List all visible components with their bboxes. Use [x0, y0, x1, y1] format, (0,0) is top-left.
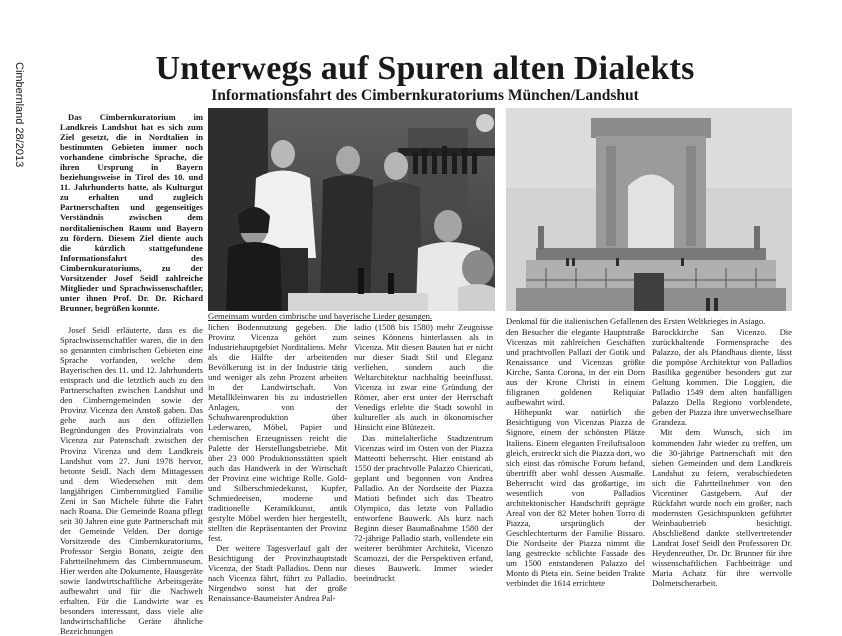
issue-label — [11, 62, 27, 192]
body-paragraph: den Besucher die elegante Hauptstraße Vicenzas mit zahlreichen Geschäften und prachtvollen Pallazi der Gotik und Renaissance und Vicenzas größte Kirche, Santa Corona, in der ein Dorn aus der Krone Christi in einem filigranen goldenen Reliquiar aufbewahrt wird. — [506, 327, 645, 408]
column-1 — [60, 112, 203, 636]
photo-asiago-memorial-image — [506, 108, 792, 311]
column-2 — [208, 322, 347, 603]
body-paragraph: Das mittelalterliche Stadtzentrum Vicenzas wird im Osten von der Piazza Matteotti beherrscht. Hier entstand ab 1550 der prachtvolle Palazzo Chiericati, geplant und begonnen von Andrea Palladio. An der Nordseite der Piazza Matioti befindet sich das Theatro Olympico, das letzte von Palladio entworfene Bauwerk. Als kurz nach Beginn dieser Baumaßnahme 1580 der 72-jährige Palladio starb, vollendete ein weiterer berühmter Architekt, Vicenzo Scamozzi, der die Perspektiven erfand, dieses Bauwerk. Immer wieder beeindruckt — [354, 432, 493, 584]
photo-asiago-memorial-caption: Denkmal für die italienischen Gefallenen des Ersten Weltkrieges in Asiago. — [506, 316, 766, 326]
body-paragraph: Mit dem Wunsch, sich im kommenden Jahr wieder zu treffen, um die 30-jährige Partnerschaft mit den sieben Gemeinden und dem Landkreis Landshut zu feiern, verabschiedeten sich die Fahrtteilnehmer von den Vicentiner Gastgebern. Auf der Rückfahrt wurde noch ein großer, nach modernsten Gesichtspunkten geführter Weinbaubetrieb besichtigt. Abschließend dankte stellvertretender Landrat Josef Seidl den Professoren Dr. Heydenreuther, Dr. Dr. Brunner für ihre wissenschaftlichen Fachbeiträge und Maria Achatz für ihre wertvolle Dolmetscherarbeit. — [652, 427, 792, 589]
issue-label-text: Cimbernland 28/2013 — [13, 62, 25, 168]
body-paragraph: Barockkirche San Vicenzo. Die zurückhaltende Formensprache des Palazzo, der als Pfandhaus diente, lässt die pompöse Architektur von Palladios Basilika gegenüber besonders gut zur Geltung kommen. Die Loggien, die Palladio 1549 dem alten baufälligen Palazzo Della Regiono vorblendete, geben der Piazza ihre unverwechselbare Grandeza. — [652, 327, 792, 428]
photo-singing-group-image — [208, 108, 495, 311]
column-3 — [354, 322, 493, 583]
body-paragraph: lichen Bodennutzung gegeben. Die Provinz Vicenza gehört zum Industriehauptgebiet Norditaliens. Mehr als die Hälfte der arbeitenden Bevölkerung ist in der Industrie tätig und weniger als zehn Prozent arbeiten in der Landwirtschaft. Von Metallkleinwaren bis zu industriellen Anlagen, von der Schuhwarenproduktion über Lederwaren, Möbel, Papier und chemischen Erzeugnissen reicht die Palette der Herstellungsbetriebe. Mit über 23 000 Produktionsstätten spielt auch das Handwerk in der Wirtschaft der Provinz eine wichtige Rolle. Gold- und Silberschmiedekunst, Kupfer, Schmiedeeisen, moderne und traditionelle Keramikkunst, antik gestylte Möbel werden hier hergestellt, stellten die Repräsentanten der Provinz fest. — [208, 322, 347, 543]
body-paragraph: Josef Seidl erläuterte, dass es die Sprachwissenschaftler waren, die in den so genannten cimbrischen Gebieten eine Sprache vorfanden, welche dem Bayerischen des 11. und 12. Jahrhunderts entsprach und die letztlich auch zu den Partnerschaften zwischen Landshut und den Cimberngemeinden sowie der Provinz Vicenza den Anstoß gaben. Das gehe auch aus den offiziellen Begründungen des Provinzialrats von Vicenza zur Patenschaft zwischen der Provinz Vicenza und dem Landkreis Landshut vom 27. Juni 1978 hervor, betonte Seidl. Nach dem Mittagessen und dem Wiedersehen mit dem langjährigen Cimbernmitglied Familie Zeni in San Michele führte die Fahrt nach Roana. Die Gemeinde Roana pflegt seit 30 Jahren eine gute Partnerschaft mit der Gemeinde Velden. Der dortige Vorsitzende des Cimbernkuratoriums, Professor Sergio Bonato, zeigte den Fahrtteilnehmern das Cimbernmuseum. Hier werden alte Dokumente, Hausgeräte sowie landwirtschaftliche Arbeitsgeräte aufbewahrt und für die Nachwelt erhalten. Für die Landwirte war es besonders interessant, dass viele alte landwirtschaftliche Geräte ähnliche Bezeichnungen — [60, 324, 203, 636]
photo-asiago-memorial — [506, 108, 792, 311]
photo-singing-group — [208, 108, 495, 311]
article-subheadline: Informationsfahrt des Cimbernkuratoriums München/Landshut — [211, 87, 639, 104]
intro-paragraph: Das Cimbernkuratorium im Landkreis Landshut hat es sich zum Ziel gesetzt, die in Nordtalien in bestimmten Gebieten immer noch vorhandene cimbrische Sprache, die ihren Ursprung in Bayern beziehungsweise in Tirol des 10. und 11. Jahrhunderts hatte, als Kulturgut zu erhalten und zugleich Partnerschaften und gegenseitiges Verständnis zwischen dem norditalienischen Raum und Bayern zu fördern. Diesem Ziel diente auch die kürzlich stattgefundene Informationsfahrt des Cimbernkuratoriums, zu der Vorsitzender Josef Seidl zahlreiche Mitglieder und Sprachwissenschaftler, unter ihnen Prof. Dr. Dr. Richard Brunner, begrüßen konnte. — [60, 112, 203, 313]
body-paragraph: Höhepunkt war natürlich die Besichtigung von Vicenzas Piazza de Signore, einem der schönsten Plätze Italiens. Einem eleganten Freiluftsaloon gleich, erstreckt sich die Piazza dort, wo sich einst das römische Forum befand, übertrifft aber wohl dessen Ausmaße. Beherrscht wird das großartige, im wesentlich von Palladios architektonischer Handschrift geprägte Areal von der 82 Meter hohen Torro di Piazza, ursprünglich der Geschlechterturm der Familie Bissaro. Die Nordseite der Piazza nimmt die lang gestreckte schlichte Fassade des um 1500 entstandenen Palazzo del Monto di Pieta ein. Seine beiden Trakte verbindet die 1614 errichtete — [506, 407, 645, 589]
column-4 — [506, 327, 645, 588]
column-5 — [652, 327, 792, 588]
body-paragraph: Der weitere Tagesverlauf galt der Besichtigung der Provinzhauptstadt Vicenza, der Stadt Palladios. Denn nur nach Vicenza fährt, führt zu Palladio. Nirgendwo sonst hat der große Renaissance-Baumeister Andrea Pal- — [208, 543, 347, 604]
photo-singing-group-caption: Gemeinsam wurden cimbrische und bayerische Lieder gesungen. — [208, 311, 433, 321]
article-headline: Unterwegs auf Spuren alten Dialekts — [155, 50, 695, 87]
body-paragraph: ladio (1508 bis 1580) mehr Zeugnisse seines Könnens hinterlassen als in Vicenza. Mit diesen Bauten hat er nicht nur dieser Stadt Stil und Eleganz verliehen, sondern auch die Weltarchitektur nachhaltig beeinflusst. Vicenza ist zwar eine Gründung der Römer, aber erst unter der Herrschaft Venedigs erlebte die Stadt sowohl in kultureller als auch in ökonomischer Hinsicht eine Blütezeit. — [354, 322, 493, 433]
